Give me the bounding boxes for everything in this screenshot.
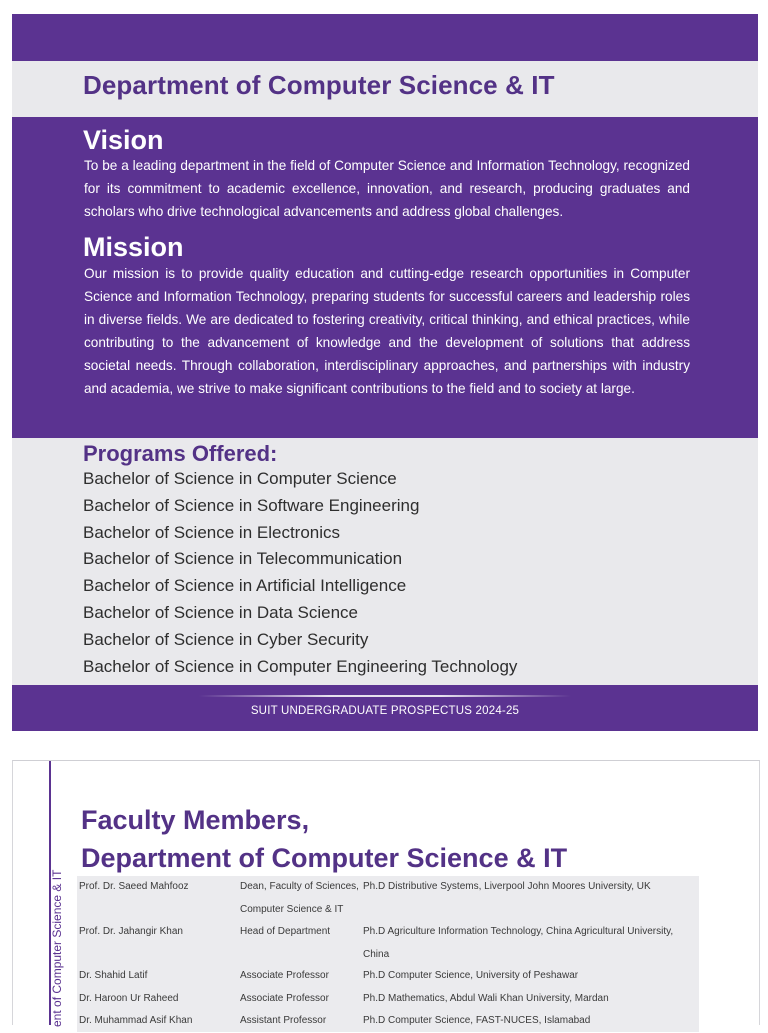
faculty-name: Dr. Shahid Latif	[79, 970, 148, 981]
table-row	[77, 965, 699, 988]
faculty-designation: Associate Professor	[240, 970, 329, 981]
mission-heading: Mission	[83, 232, 184, 262]
faculty-qualification: Ph.D Distributive Systems, Liverpool John Moores University, UK	[363, 881, 651, 892]
table-row	[77, 988, 699, 1010]
prospectus-page-1	[12, 14, 758, 731]
faculty-designation: Head of Department	[240, 926, 331, 937]
faculty-qualification: Ph.D Mathematics, Abdul Wali Khan University, Mardan	[363, 993, 609, 1004]
table-row	[77, 876, 699, 921]
program-item: Bachelor of Science in Computer Engineering Technology	[83, 656, 518, 676]
mission-text: Our mission is to provide quality education and cutting-edge research opportunities in Computer Science and Information Technology, preparing students for successful careers and leadership roles in diverse fields. We are dedicated to fostering creativity, critical thinking, and ethical practices, while contributing to the advancement of knowledge and the development of solutions that address societal needs. Through collaboration, interdisciplinary approaches, and partnerships with industry and academia, we strive to make significant contributions to the field and to society at large.	[84, 266, 690, 396]
faculty-name: Dr. Haroon Ur Raheed	[79, 993, 179, 1004]
faculty-title	[81, 801, 567, 877]
faculty-qualification: Ph.D Computer Science, University of Peshawar	[363, 970, 579, 981]
programs-list	[83, 466, 517, 680]
faculty-qualification: Ph.D Computer Science, FAST-NUCES, Islamabad	[363, 1015, 591, 1026]
faculty-designation: Associate Professor	[240, 993, 329, 1004]
program-item: Bachelor of Science in Data Science	[83, 602, 358, 622]
faculty-table	[77, 876, 699, 1032]
faculty-qualification: Ph.D Agriculture Information Technology, China Agricultural University, China	[363, 926, 674, 960]
top-banner	[12, 14, 758, 61]
side-running-title: ent of Computer Science & IT	[50, 869, 64, 1027]
faculty-name: Prof. Dr. Jahangir Khan	[79, 926, 183, 937]
faculty-name: Dr. Muhammad Asif Khan	[79, 1015, 193, 1026]
programs-heading: Programs Offered:	[83, 441, 278, 466]
vision-text: To be a leading department in the field of Computer Science and Information Technology, recognized for its commitment to academic excellence, innovation, and research, producing graduates and scholars who drive technological advancements and address global challenges.	[84, 158, 690, 219]
program-item: Bachelor of Science in Software Engineering	[83, 495, 420, 515]
prospectus-page-2	[12, 760, 760, 1025]
footer-text: SUIT UNDERGRADUATE PROSPECTUS 2024-25	[250, 705, 520, 717]
faculty-designation: Dean, Faculty of Sciences, Computer Science & IT	[240, 881, 359, 915]
table-row	[77, 1010, 699, 1032]
program-item: Bachelor of Science in Computer Science	[83, 469, 397, 488]
footer-divider	[199, 695, 571, 697]
program-item: Bachelor of Science in Artificial Intelligence	[83, 576, 407, 596]
faculty-designation: Assistant Professor	[240, 1015, 327, 1026]
vision-heading: Vision	[83, 125, 164, 155]
faculty-title-line-2: Department of Computer Science & IT	[81, 843, 568, 873]
faculty-title-line-1: Faculty Members,	[81, 805, 310, 835]
program-item: Bachelor of Science in Cyber Security	[83, 629, 369, 649]
program-item: Bachelor of Science in Electronics	[83, 522, 341, 542]
page-footer	[12, 685, 758, 731]
faculty-name: Prof. Dr. Saeed Mahfooz	[79, 881, 189, 892]
table-row	[77, 921, 699, 965]
program-item: Bachelor of Science in Telecommunication	[83, 549, 403, 569]
department-title: Department of Computer Science & IT	[83, 70, 555, 100]
vision-mission-panel	[12, 117, 758, 438]
